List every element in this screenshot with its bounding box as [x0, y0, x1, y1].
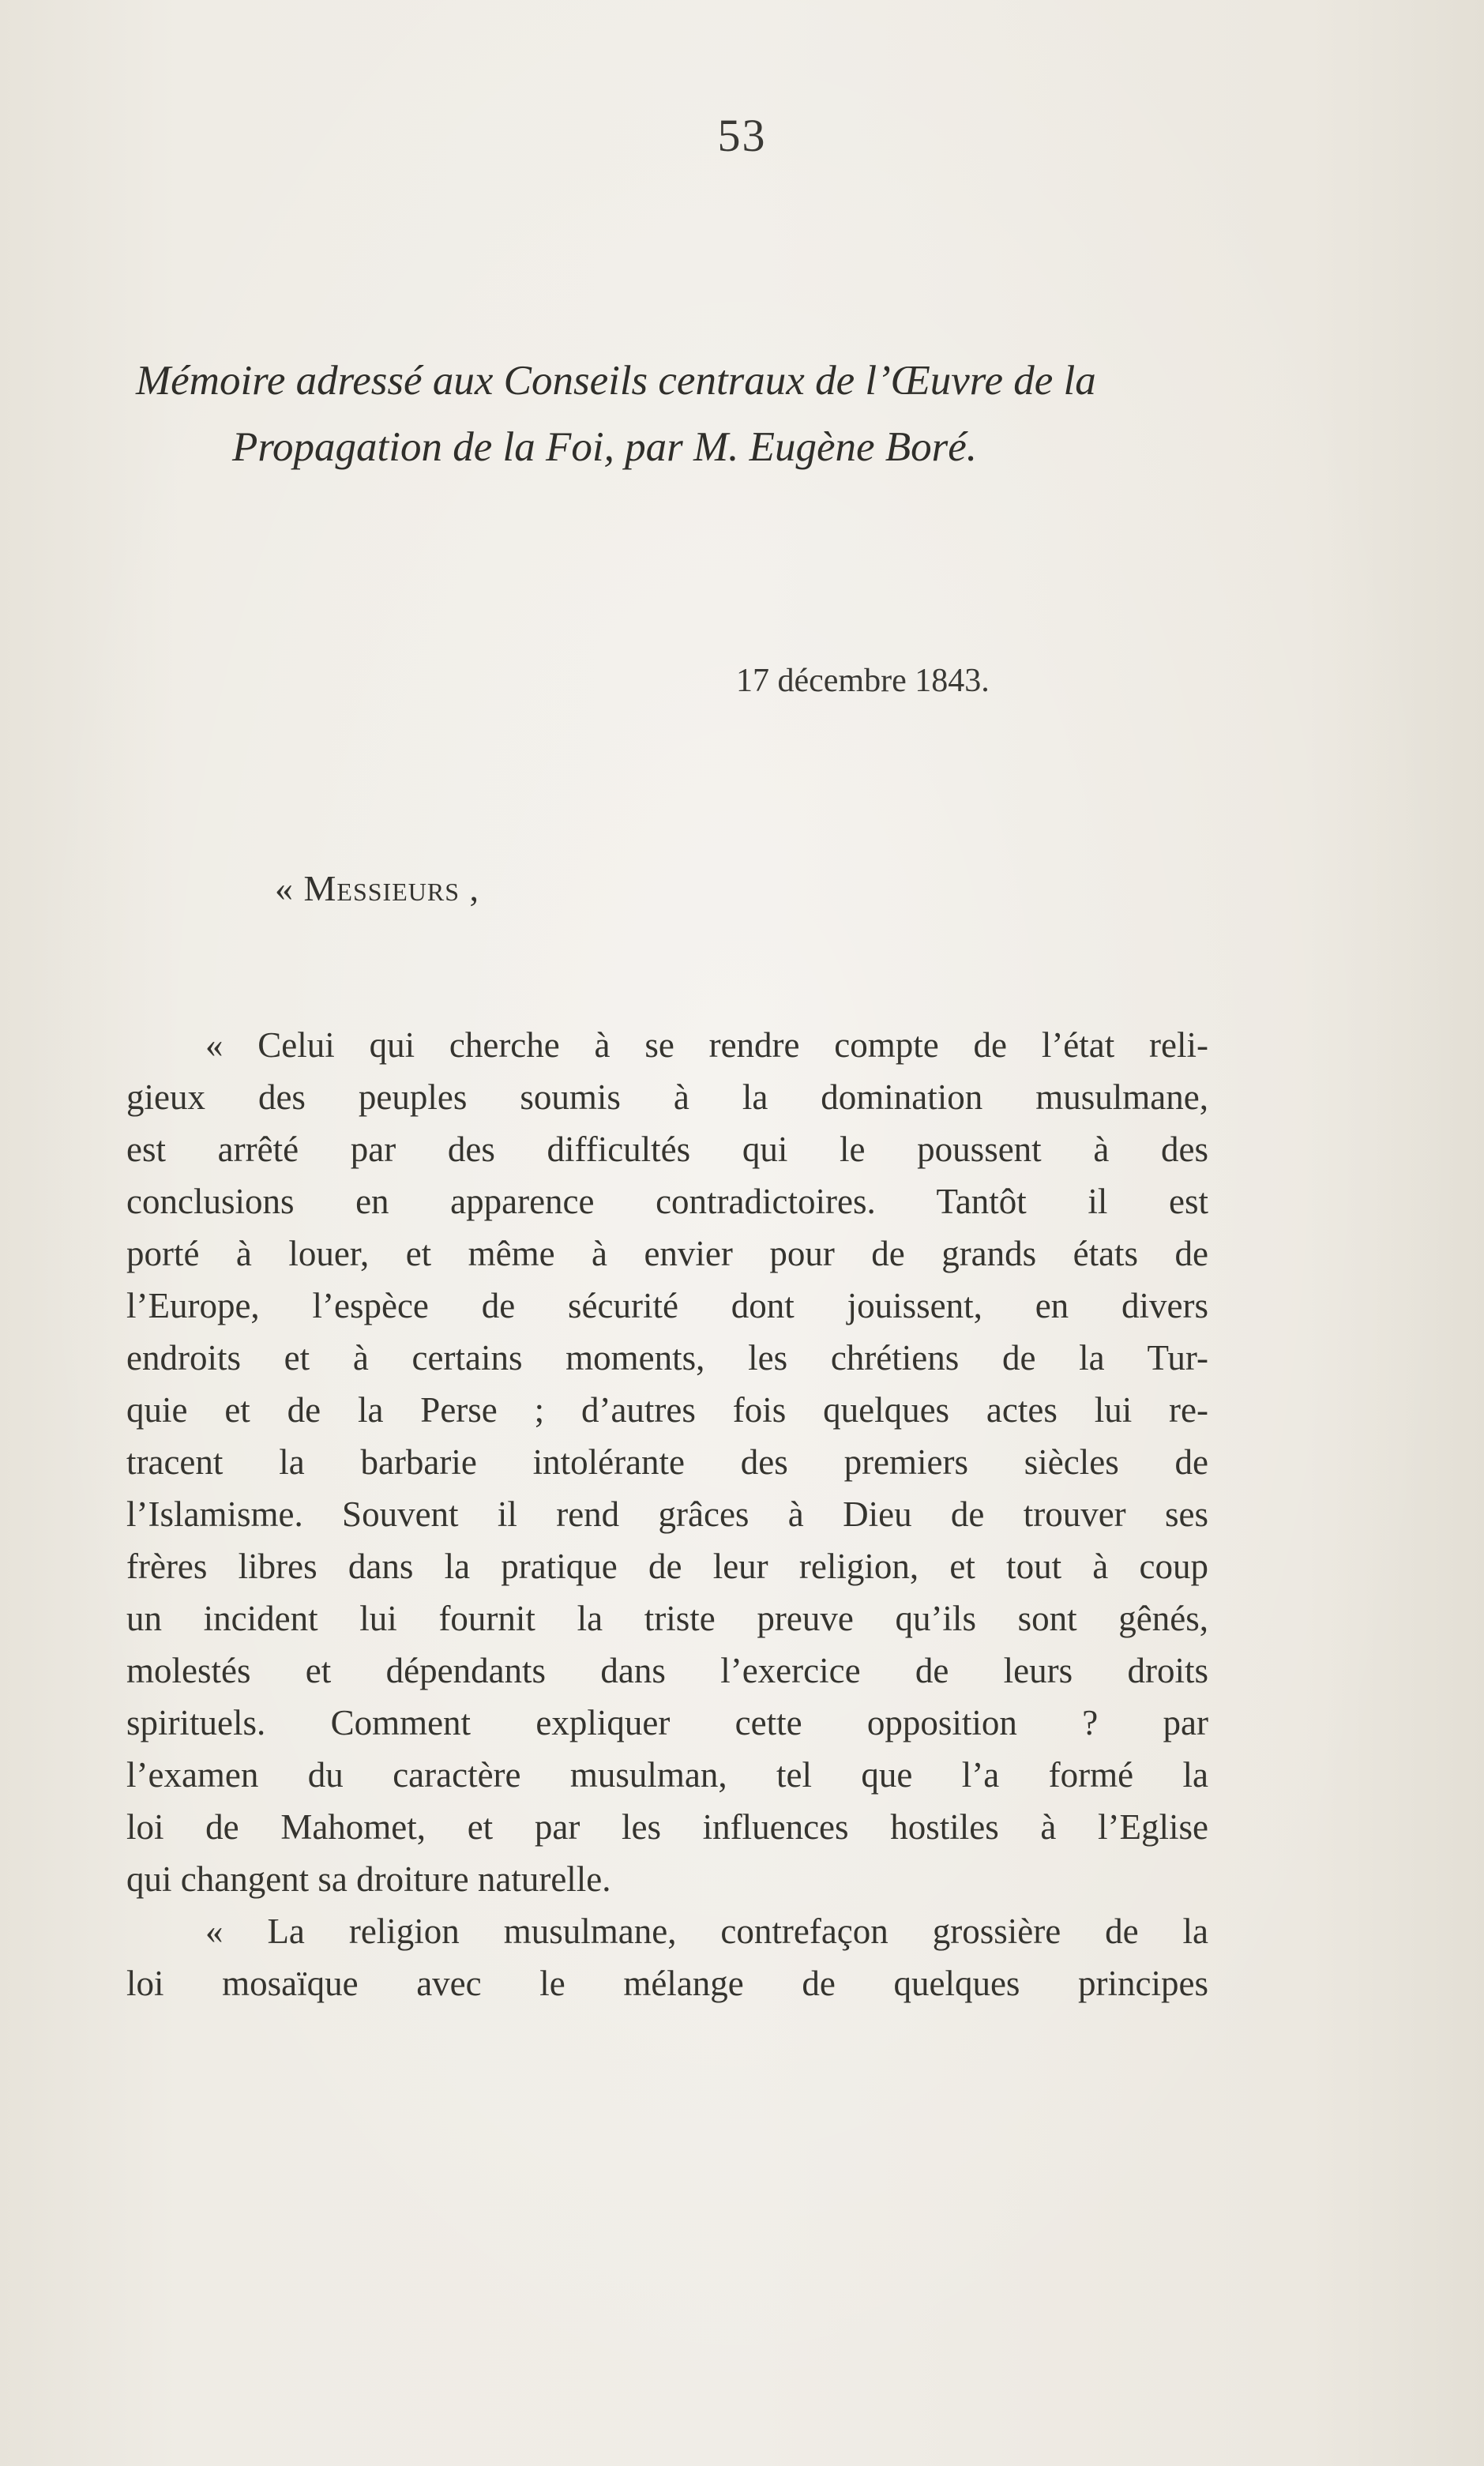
body-line: « La religion musulmane, contrefaçon grossière de la	[205, 1912, 1208, 1951]
letter-date: 17 décembre 1843.	[736, 663, 990, 699]
body-line: loi mosaïque avec le mélange de quelques principes	[126, 1964, 1208, 2003]
body-line: conclusions en apparence contradictoires. Tantôt il est	[126, 1182, 1208, 1221]
body-line: quie et de la Perse ; d’autres fois quelques actes lui re-	[126, 1390, 1208, 1430]
body-line: « Celui qui cherche à se rendre compte de l’état reli-	[205, 1025, 1208, 1065]
page-number: 53	[717, 110, 767, 161]
body-line: spirituels. Comment expliquer cette opposition ? par	[126, 1703, 1208, 1742]
body-line: tracent la barbarie intolérante des premiers siècles de	[126, 1442, 1208, 1482]
title-line-1: Mémoire adressé aux Conseils centraux de l’Œuvre de la	[136, 358, 1096, 404]
body-text	[126, 1019, 1208, 2009]
body-line: endroits et à certains moments, les chrétiens de la Tur-	[126, 1338, 1208, 1378]
salutation-comma: ,	[469, 868, 479, 908]
body-line: l’examen du caractère musulman, tel que l’a formé la	[126, 1755, 1208, 1795]
memoir-title	[136, 348, 1368, 480]
body-line: est arrêté par des difficultés qui le poussent à des	[126, 1130, 1208, 1169]
body-line: porté à louer, et même à envier pour de grands états de	[126, 1234, 1208, 1273]
body-line: l’Islamisme. Souvent il rend grâces à Dieu de trouver ses	[126, 1494, 1208, 1534]
body-line: molestés et dépendants dans l’exercice de leurs droits	[126, 1651, 1208, 1690]
body-line: loi de Mahomet, et par les influences hostiles à l’Eglise	[126, 1807, 1208, 1847]
body-line: gieux des peuples soumis à la domination musulmane,	[126, 1077, 1208, 1117]
body-line: qui changent sa droiture naturelle.	[126, 1859, 611, 1899]
body-line: l’Europe, l’espèce de sécurité dont jouissent, en divers	[126, 1286, 1208, 1325]
body-line: frères libres dans la pratique de leur religion, et tout à coup	[126, 1547, 1208, 1586]
body-line: un incident lui fournit la triste preuve qu’ils sont gênés,	[126, 1599, 1208, 1638]
salutation	[275, 867, 479, 909]
salutation-word: Messieurs	[303, 868, 460, 908]
salutation-open-quote: «	[275, 868, 294, 908]
title-line-2: Propagation de la Foi, par M. Eugène Boré.	[232, 424, 978, 470]
